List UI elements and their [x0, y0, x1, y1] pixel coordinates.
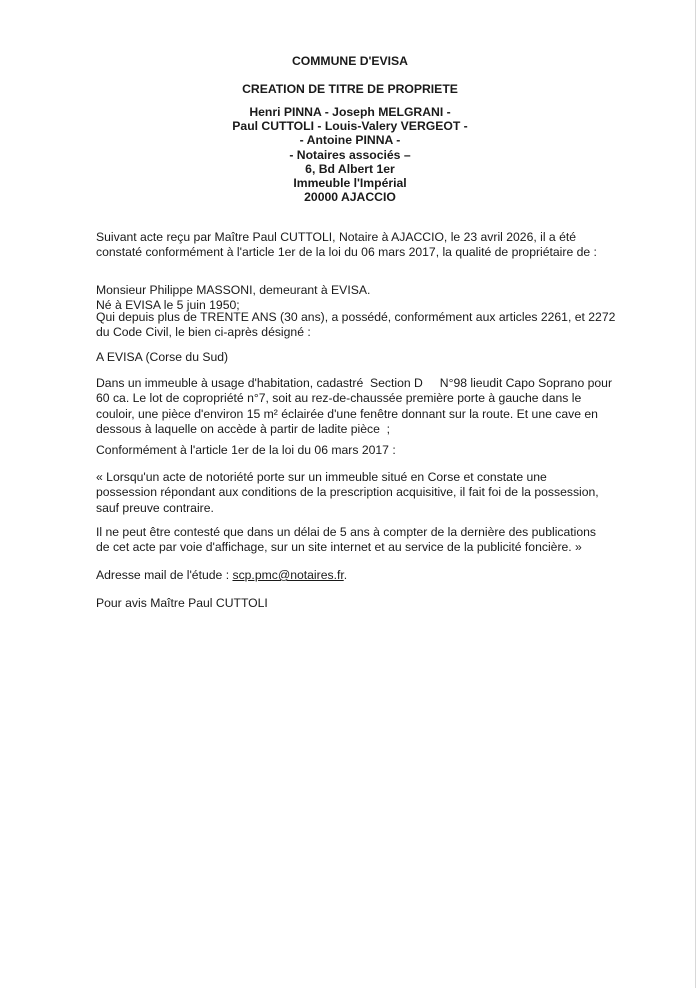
- text-line: dessous à laquelle on accède à partir de ladite pièce ;: [96, 421, 391, 436]
- text-line: 60 ca. Le lot de copropriété n°7, soit au rez-de-chaussée première porte à gauche dans le: [96, 391, 582, 406]
- notaries-line: - Notaires associés –: [289, 147, 411, 162]
- document-title: COMMUNE D'EVISA: [292, 54, 408, 68]
- notaries-address-line: Immeuble l'Impérial: [293, 176, 407, 191]
- text-line: sauf preuve contraire.: [96, 500, 214, 515]
- text-line: A EVISA (Corse du Sud): [96, 350, 229, 364]
- text-line: constaté conformément à l'article 1er de la loi du 06 mars 2017, la qualité de propriétaire de :: [96, 245, 597, 260]
- paragraph-acte: [96, 230, 626, 261]
- paragraph-quote-1: [96, 470, 626, 516]
- notaries-address-line: 6, Bd Albert 1er: [305, 161, 395, 176]
- paragraph-location: [96, 350, 626, 365]
- text-line: du Code Civil, le bien ci-après désigné :: [96, 325, 311, 340]
- document-subtitle: CREATION DE TITRE DE PROPRIETE: [242, 82, 458, 96]
- paragraph-owner: [96, 283, 626, 314]
- text-line: « Lorsqu'un acte de notoriété porte sur un immeuble situé en Corse et constate une: [96, 470, 547, 484]
- paragraph-law-reference: [96, 443, 626, 458]
- paragraph-signature: [96, 596, 626, 611]
- text-line: Dans un immeuble à usage d'habitation, cadastré Section D N°98 lieudit Capo Soprano pour: [96, 376, 612, 390]
- email-end: .: [343, 568, 348, 582]
- paragraph-property-description: [96, 376, 626, 437]
- scan-edge-line: [695, 0, 696, 988]
- text-line: possession répondant aux conditions de la prescription acquisitive, il fait foi de la possession,: [96, 485, 599, 500]
- text-line: Conformément à l'article 1er de la loi du 06 mars 2017 :: [96, 443, 396, 457]
- text-line: Pour avis Maître Paul CUTTOLI: [96, 596, 268, 610]
- text-line: Il ne peut être contesté que dans un délai de 5 ans à compter de la dernière des publications: [96, 525, 597, 539]
- text-line: Né à EVISA le 5 juin 1950;: [96, 298, 240, 313]
- text-line: de cet acte par voie d'affichage, sur un site internet et au service de la publicité foncière. »: [96, 540, 582, 555]
- notaries-block: [0, 105, 700, 204]
- email-label: Adresse mail de l'étude :: [96, 568, 233, 582]
- notaries-line: Henri PINNA - Joseph MELGRANI -: [249, 105, 451, 119]
- notaries-line: - Antoine PINNA -: [299, 133, 401, 148]
- text-line: Monsieur Philippe MASSONI, demeurant à EVISA.: [96, 283, 371, 297]
- paragraph-quote-2: [96, 525, 626, 556]
- email-link[interactable]: scp.pmc@notaires.fr: [232, 568, 344, 582]
- paragraph-email: [96, 568, 626, 583]
- text-line: Suivant acte reçu par Maître Paul CUTTOLI, Notaire à AJACCIO, le 23 avril 2026, il a été: [96, 230, 577, 244]
- notaries-address-line: 20000 AJACCIO: [304, 190, 396, 205]
- text-line: couloir, une pièce d'environ 15 m² éclairée d'une fenêtre donnant sur la route. Et une cave en: [96, 406, 598, 421]
- paragraph-possession: [96, 310, 626, 341]
- notaries-line: Paul CUTTOLI - Louis-Valery VERGEOT -: [232, 119, 468, 134]
- text-line: Qui depuis plus de TRENTE ANS (30 ans), a possédé, conformément aux articles 2261, et 2272: [96, 310, 616, 324]
